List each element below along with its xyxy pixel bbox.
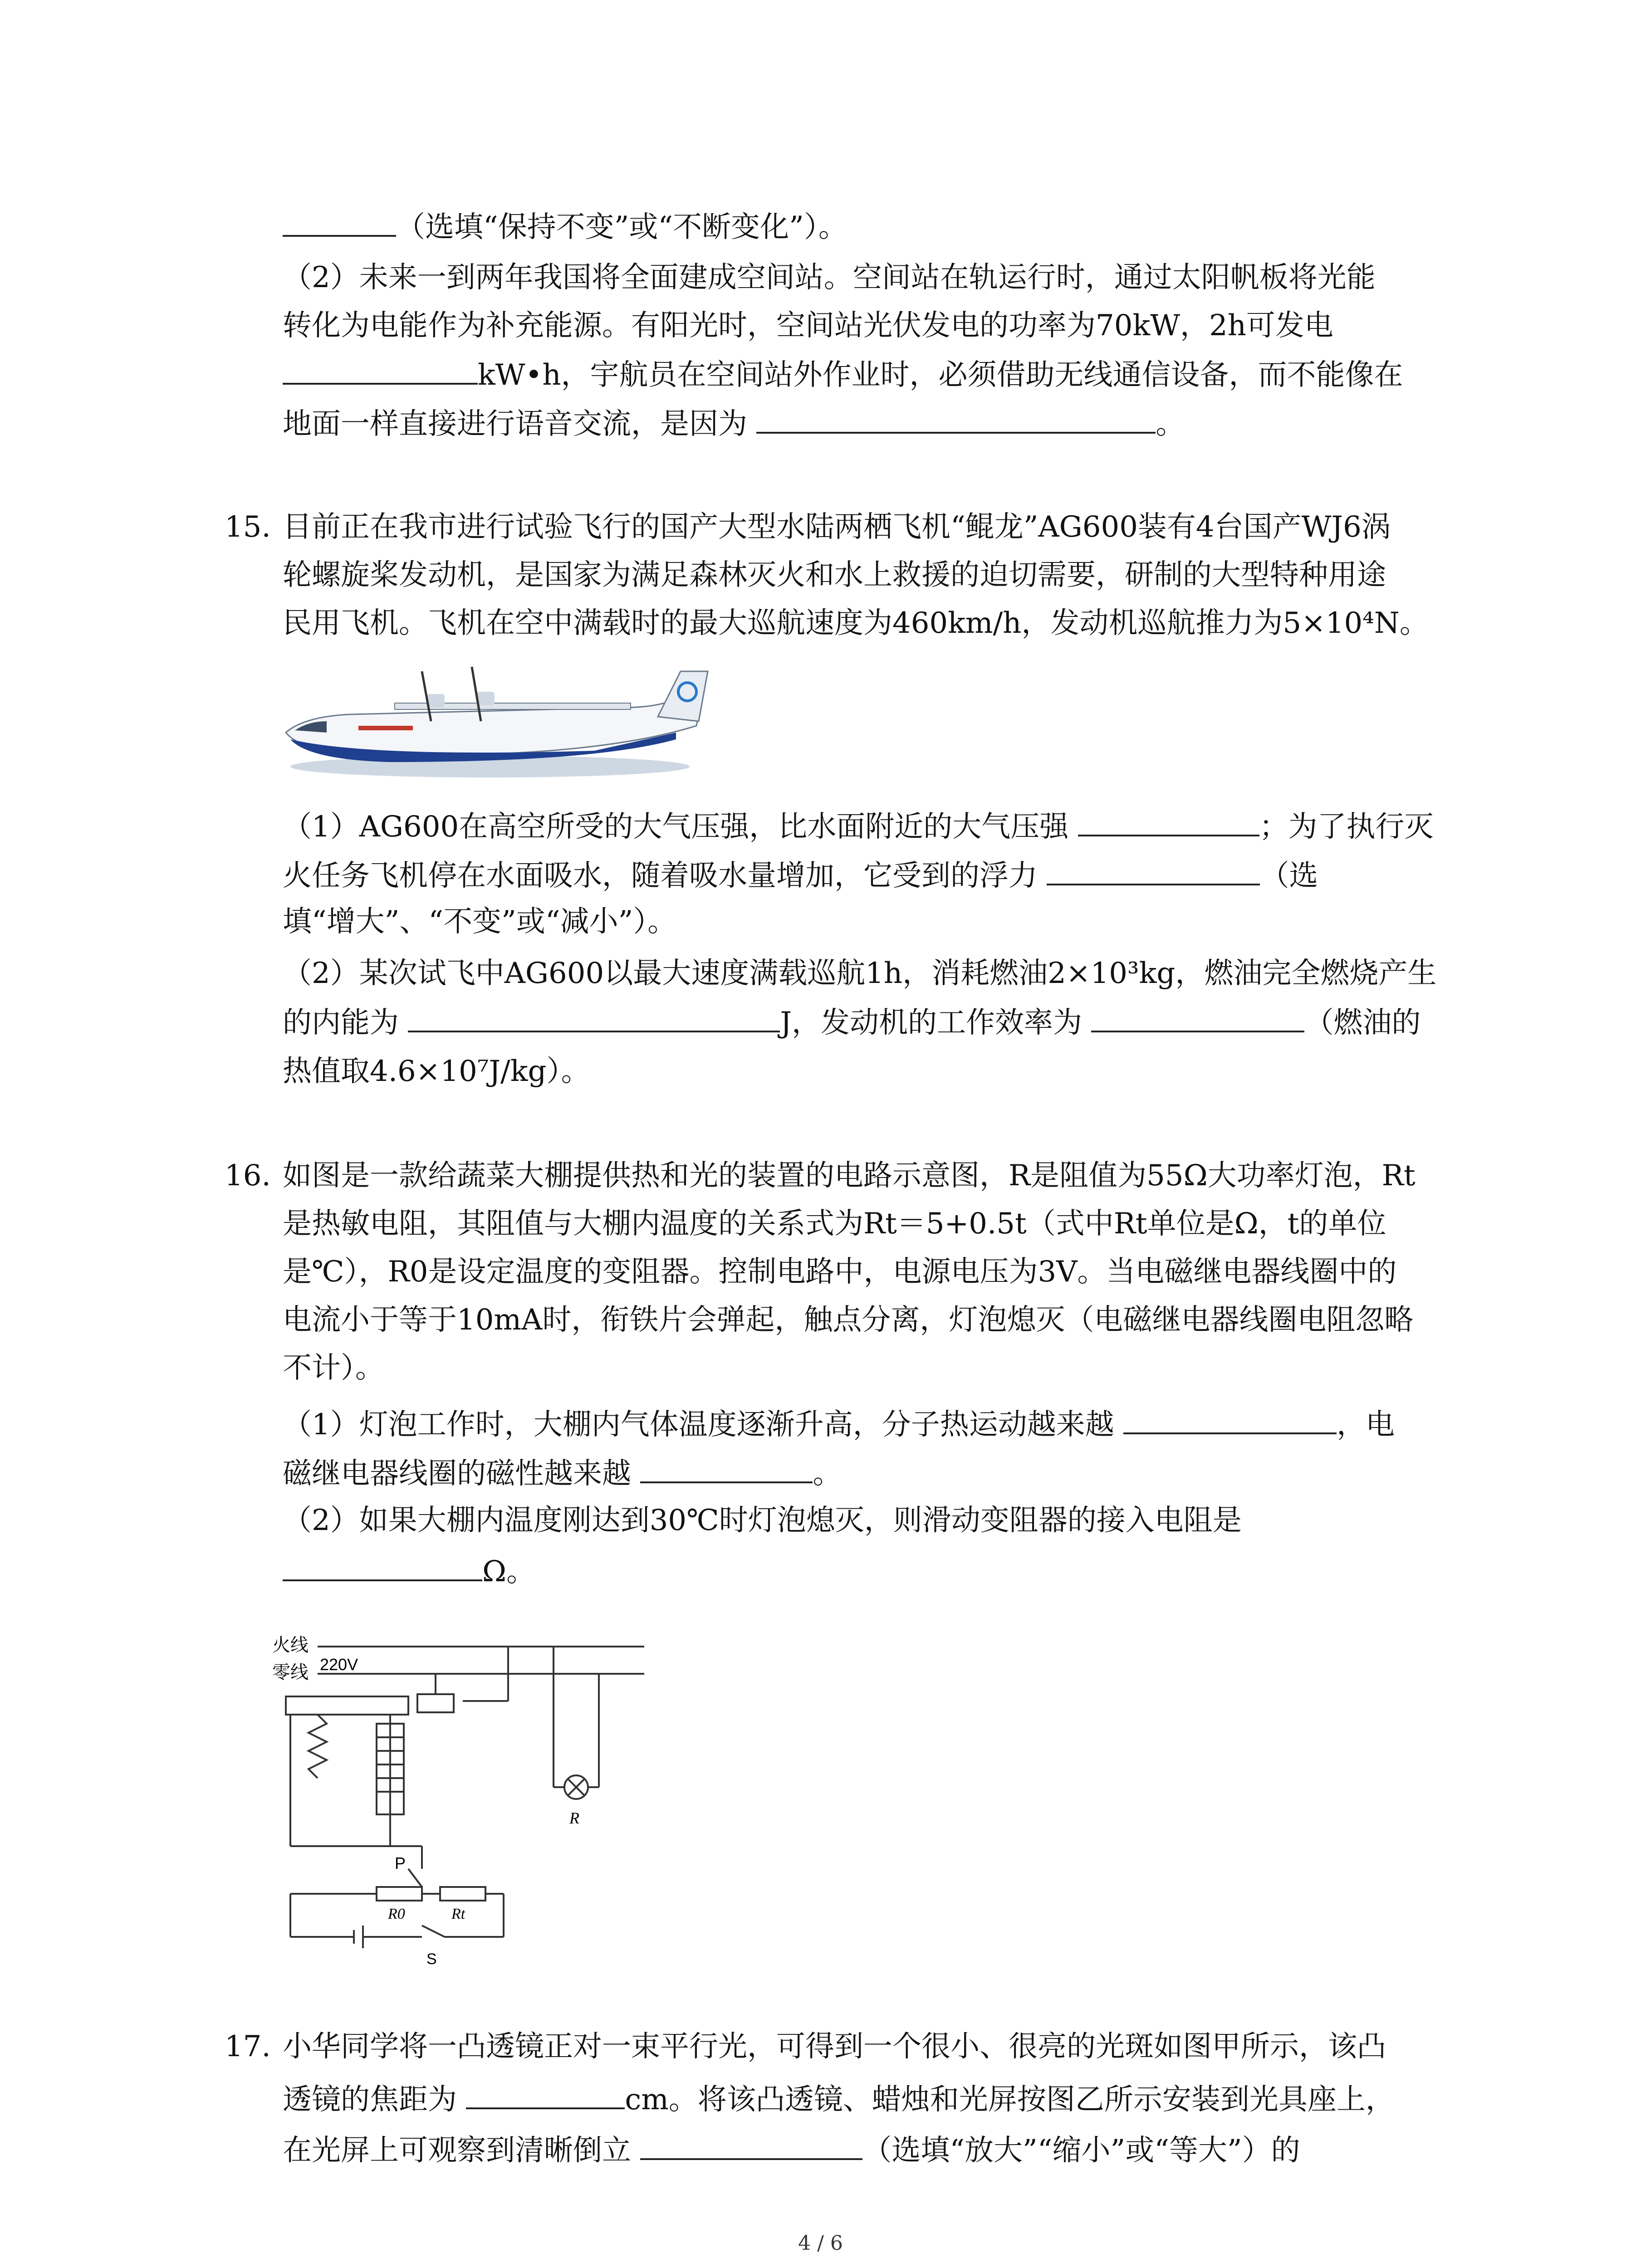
q16-part2-line2: Ω。 [283,1547,1444,1594]
relay-contacts [417,1694,454,1712]
fuselage-marking [358,726,413,730]
q16-part1-line1: （1）灯泡工作时，大棚内气体温度逐渐升高，分子热运动越来越 ，电 [283,1400,1444,1447]
answer-blank[interactable] [283,350,478,385]
question-number: 15. [225,510,271,544]
q16-part2-line1: （2）如果大棚内温度刚达到30℃时灯泡熄灭，则滑动变阻器的接入电阻是 [283,1504,1242,1537]
r0-resistor [377,1887,422,1901]
q16-line4: 电流小于等于10mA时，衔铁片会弹起，触点分离，灯泡熄灭（电磁继电器线圈电阻忽略 [283,1303,1414,1337]
tail-fin [658,671,708,721]
page-number: 4 / 6 [798,2232,843,2255]
q15-part1-line1: （1）AG600在高空所受的大气压强，比水面附近的大气压强 ；为了执行灭 [283,802,1444,849]
armature [286,1696,408,1715]
q15-line2: 轮螺旋桨发动机，是国家为满足森林灭火和水上救援的迫切需要，研制的大型特种用途 [283,558,1386,592]
live-wire-label: 火线 [272,1635,309,1655]
q15-part1-line3: 填“增大”、“不变”或“减小”）。 [283,905,677,938]
neutral-wire-label: 零线 [272,1662,309,1682]
q15-line3: 民用飞机。飞机在空中满载时的最大巡航速度为460km/h，发动机巡航推力为5×10⁴N。 [283,606,1429,640]
q14-continuation-line: （选填“保持不变”或“不断变化”）。 [283,202,1444,249]
answer-blank[interactable] [1078,802,1259,836]
q17-line3: 在光屏上可观察到清晰倒立 （选填“放大”“缩小”或“等大”）的 [283,2126,1444,2173]
q15-part2-line3: 热值取4.6×10⁷J/kg）。 [283,1055,590,1088]
answer-blank[interactable] [1091,998,1304,1032]
answer-blank[interactable] [1123,1400,1337,1434]
rt-label: Rt [451,1906,465,1922]
answer-blank[interactable] [640,1449,813,1483]
q15-part2-line1: （2）某次试飞中AG600以最大速度满载巡航1h，消耗燃油2×10³kg，燃油完全燃烧产生 [283,957,1437,990]
lamp-label: R [569,1809,579,1827]
r0-label: R0 [388,1906,405,1922]
q15-part1-line2: 火任务飞机停在水面吸水，随着吸水量增加，它受到的浮力 （选 [283,851,1444,898]
answer-blank[interactable] [408,998,780,1032]
answer-blank[interactable] [283,202,396,237]
q17-line2: 透镜的焦距为 cm。将该凸透镜、蜡烛和光屏按图乙所示安装到光具座上， [283,2075,1444,2122]
q16-part1-line2: 磁继电器线圈的磁性越来越 。 [283,1449,1444,1496]
q15-line1: 目前正在我市进行试验飞行的国产大型水陆两栖飞机“鲲龙”AG600装有4台国产WJ6涡 [283,510,1391,544]
answer-blank[interactable] [466,2075,625,2109]
question-number: 17. [225,2030,271,2063]
q16-line2: 是热敏电阻，其阻值与大棚内温度的关系式为Rt＝5+0.5t（式中Rt单位是Ω，t的单位 [283,1207,1386,1241]
voltage-label: 220V [320,1655,358,1674]
question-number: 16. [225,1159,271,1193]
amphibious-plane-figure [277,653,721,789]
rt-resistor [440,1887,485,1901]
q16-line1: 如图是一款给蔬菜大棚提供热和光的装置的电路示意图，R是阻值为55Ω大功率灯泡，Rt [283,1159,1416,1193]
slider-arrow [408,1869,422,1887]
q14-part2-line2: 转化为电能作为补充能源。有阳光时，空间站光伏发电的功率为70kW，2h可发电 [283,309,1333,342]
q17-line1: 小华同学将一凸透镜正对一束平行光，可得到一个很小、很亮的光斑如图甲所示，该凸 [283,2030,1386,2063]
q14-part2-line1: （2）未来一到两年我国将全面建成空间站。空间站在轨运行时，通过太阳帆板将光能 [283,261,1376,294]
relay-circuit-diagram [272,1633,653,1978]
spring [309,1715,327,1778]
engine [476,692,495,705]
answer-blank[interactable] [1047,851,1260,885]
switch-label: S [426,1950,437,1968]
q16-line5: 不计）。 [283,1351,384,1385]
slider-label: P [395,1854,406,1872]
answer-blank[interactable] [756,399,1156,434]
q15-part2-line2: 的内能为 J，发动机的工作效率为 （燃油的 [283,998,1444,1045]
q14-part2-line3: kW•h，宇航员在空间站外作业时，必须借助无线通信设备，而不能像在 [283,350,1444,397]
answer-blank[interactable] [640,2126,862,2160]
switch-s [422,1926,445,1937]
q16-line3: 是℃），R0是设定温度的变阻器。控制电路中，电源电压为3V。当电磁继电器线圈中的 [283,1255,1397,1289]
answer-blank[interactable] [283,1547,482,1581]
q14-part2-line4: 地面一样直接进行语音交流，是因为 。 [283,399,1444,446]
